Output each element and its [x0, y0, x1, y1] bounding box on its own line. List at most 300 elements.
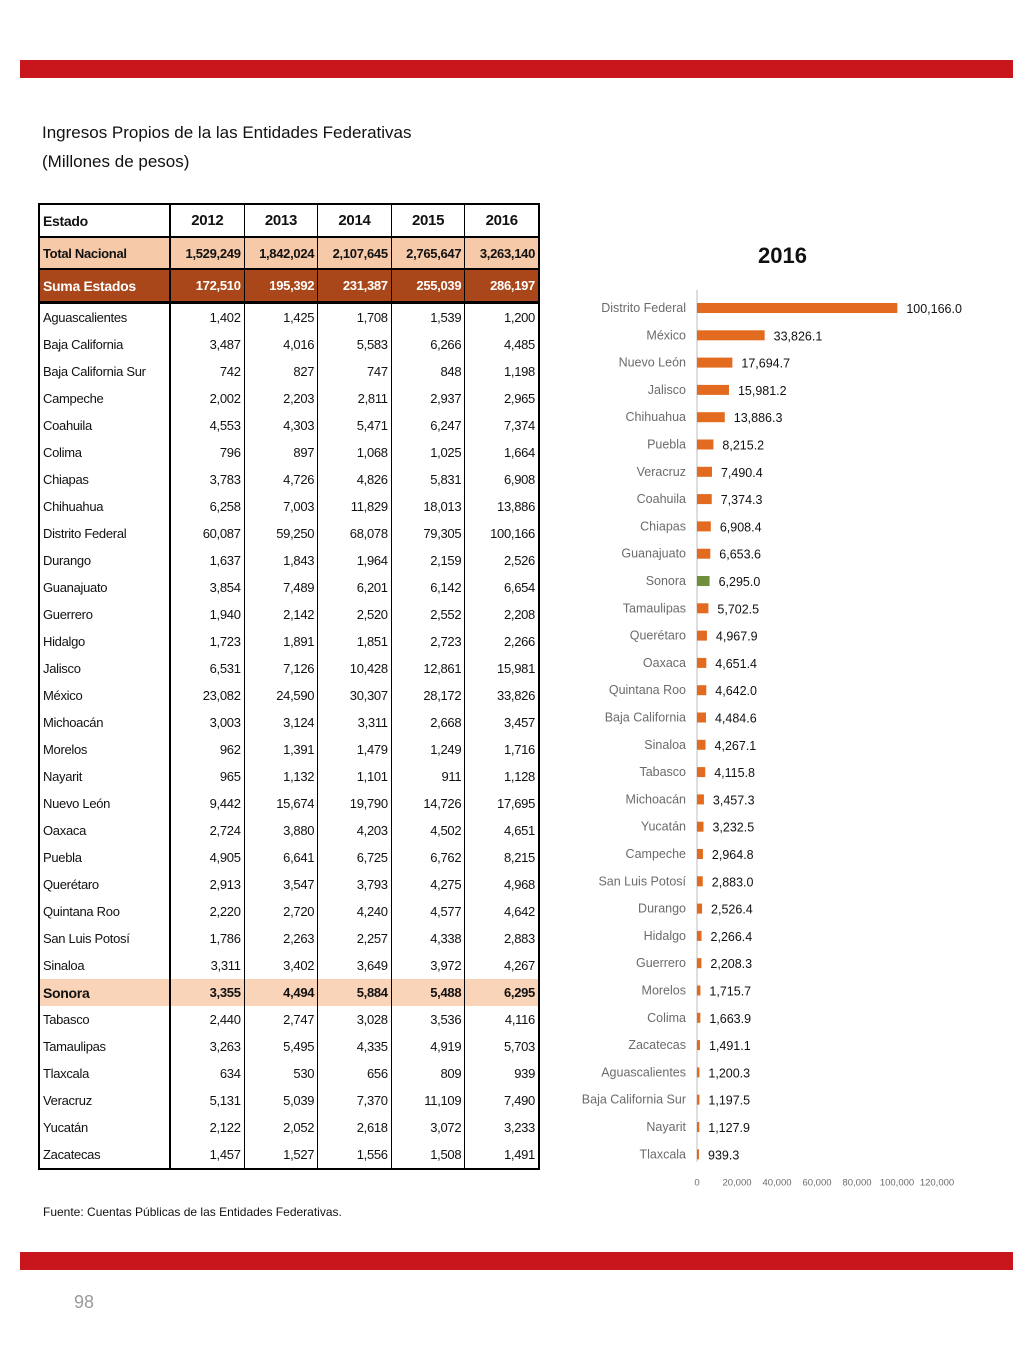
bar	[697, 603, 708, 613]
page-title	[42, 118, 411, 176]
value-cell: 1,556	[318, 1141, 392, 1169]
table-row	[39, 1060, 539, 1087]
value-cell: 28,172	[391, 682, 465, 709]
state-cell: Aguascalientes	[39, 303, 170, 332]
value-cell: 3,457	[465, 709, 539, 736]
value-cell: 1,479	[318, 736, 392, 763]
value-cell: 3,263,140	[465, 237, 539, 269]
bar	[697, 958, 701, 968]
value-cell: 6,295	[465, 979, 539, 1006]
value-cell: 2,965	[465, 385, 539, 412]
state-cell: Estado	[39, 204, 170, 237]
value-cell: 4,335	[318, 1033, 392, 1060]
value-cell: 14,726	[391, 790, 465, 817]
value-label: 2,964.8	[711, 848, 754, 862]
state-cell: Guerrero	[39, 601, 170, 628]
value-cell: 1,786	[170, 925, 244, 952]
value-cell: 17,695	[465, 790, 539, 817]
state-cell: México	[39, 682, 170, 709]
bar	[697, 904, 702, 914]
table-row	[39, 439, 539, 466]
value-cell: 2,208	[465, 601, 539, 628]
value-cell: 1,491	[465, 1141, 539, 1169]
value-cell: 3,072	[391, 1114, 465, 1141]
value-cell: 1,391	[244, 736, 318, 763]
value-cell: 4,826	[318, 466, 392, 493]
value-cell: 2,203	[244, 385, 318, 412]
category-label: Durango	[638, 901, 686, 916]
value-cell: 4,267	[465, 952, 539, 979]
value-cell: 3,536	[391, 1006, 465, 1033]
bar	[697, 658, 706, 668]
value-cell: 4,968	[465, 871, 539, 898]
value-label: 8,215.2	[722, 438, 765, 453]
value-cell: 5,131	[170, 1087, 244, 1114]
value-cell: 4,016	[244, 331, 318, 358]
bar	[697, 767, 705, 777]
value-cell: 3,793	[318, 871, 392, 898]
top-red-band	[20, 60, 1013, 78]
value-cell: 4,919	[391, 1033, 465, 1060]
value-cell: 2,107,645	[318, 237, 392, 269]
value-label: 1,491.1	[708, 1039, 751, 1054]
bar	[697, 713, 706, 723]
value-cell: 965	[170, 763, 244, 790]
value-cell: 3,124	[244, 709, 318, 736]
value-cell: 2,142	[244, 601, 318, 628]
value-cell: 1,425	[244, 303, 318, 332]
table-row	[39, 547, 539, 574]
category-label: Coahuila	[636, 492, 686, 507]
value-cell: 6,142	[391, 574, 465, 601]
category-label: Sinaloa	[644, 737, 686, 752]
state-cell: Total Nacional	[39, 237, 170, 269]
bar	[697, 467, 712, 477]
value-cell: 1,527	[244, 1141, 318, 1169]
value-cell: 3,972	[391, 952, 465, 979]
value-cell: 6,266	[391, 331, 465, 358]
value-cell: 1,457	[170, 1141, 244, 1169]
state-cell: Sonora	[39, 979, 170, 1006]
value-cell: 195,392	[244, 269, 318, 303]
state-cell: Morelos	[39, 736, 170, 763]
bar	[697, 576, 710, 586]
value-label: 4,967.9	[715, 629, 758, 644]
value-cell: 30,307	[318, 682, 392, 709]
category-label: Quintana Roo	[608, 683, 686, 698]
category-label: Nayarit	[646, 1120, 686, 1134]
value-label: 2,208.3	[710, 957, 753, 972]
value-cell: 1,843	[244, 547, 318, 574]
value-cell: 11,109	[391, 1087, 465, 1114]
value-cell: 2,720	[244, 898, 318, 925]
value-label: 6,653.6	[719, 547, 762, 562]
value-cell: 2,765,647	[391, 237, 465, 269]
bar	[697, 303, 897, 313]
category-label: Tlaxcala	[639, 1147, 686, 1162]
bar	[697, 385, 729, 395]
state-cell: Campeche	[39, 385, 170, 412]
value-cell: 742	[170, 358, 244, 385]
table-row	[39, 844, 539, 871]
value-label: 4,267.1	[714, 738, 757, 753]
bar	[697, 1149, 699, 1159]
value-cell: 2,257	[318, 925, 392, 952]
table-row	[39, 682, 539, 709]
value-cell: 7,374	[465, 412, 539, 439]
value-cell: 68,078	[318, 520, 392, 547]
table-row	[39, 1114, 539, 1141]
value-cell: 5,039	[244, 1087, 318, 1114]
value-cell: 1,539	[391, 303, 465, 332]
value-cell: 5,831	[391, 466, 465, 493]
state-cell: Tlaxcala	[39, 1060, 170, 1087]
table-row	[39, 763, 539, 790]
value-cell: 3,880	[244, 817, 318, 844]
value-label: 1,715.7	[709, 984, 752, 999]
value-cell: 1,198	[465, 358, 539, 385]
value-cell: 897	[244, 439, 318, 466]
page-number: 98	[74, 1292, 95, 1312]
value-label: 1,127.9	[708, 1121, 750, 1135]
table-row	[39, 817, 539, 844]
table-row	[39, 331, 539, 358]
value-cell: 1,529,249	[170, 237, 244, 269]
category-label: Veracruz	[636, 464, 686, 479]
value-cell: 2015	[391, 204, 465, 237]
state-cell: Tamaulipas	[39, 1033, 170, 1060]
value-cell: 2,668	[391, 709, 465, 736]
value-cell: 4,577	[391, 898, 465, 925]
value-cell: 3,783	[170, 466, 244, 493]
table-row	[39, 1141, 539, 1169]
value-cell: 24,590	[244, 682, 318, 709]
category-label: Oaxaca	[642, 655, 686, 670]
table-row	[39, 601, 539, 628]
state-cell: Zacatecas	[39, 1141, 170, 1169]
x-tick-label: 20,000	[722, 1177, 752, 1189]
value-cell: 2,552	[391, 601, 465, 628]
value-label: 4,651.4	[715, 656, 758, 671]
value-cell: 33,826	[465, 682, 539, 709]
value-cell: 100,166	[465, 520, 539, 547]
table-row	[39, 979, 539, 1006]
bar	[697, 1122, 699, 1132]
category-label: Hidalgo	[643, 928, 686, 943]
value-label: 5,702.5	[717, 602, 760, 617]
bar	[697, 794, 704, 804]
x-tick-label: 40,000	[762, 1177, 792, 1189]
state-cell: Guanajuato	[39, 574, 170, 601]
value-cell: 3,854	[170, 574, 244, 601]
category-label: Chiapas	[640, 519, 686, 534]
value-cell: 2016	[465, 204, 539, 237]
value-cell: 9,442	[170, 790, 244, 817]
value-cell: 827	[244, 358, 318, 385]
value-label: 33,826.1	[773, 329, 823, 344]
value-cell: 5,583	[318, 331, 392, 358]
value-cell: 4,275	[391, 871, 465, 898]
value-cell: 1,200	[465, 303, 539, 332]
value-cell: 4,485	[465, 331, 539, 358]
value-cell: 2,747	[244, 1006, 318, 1033]
value-cell: 79,305	[391, 520, 465, 547]
value-label: 13,886.3	[733, 411, 783, 426]
value-label: 3,457.3	[712, 793, 755, 808]
x-tick-label: 0	[694, 1177, 700, 1189]
category-label: Aguascalientes	[601, 1065, 686, 1080]
value-cell: 4,303	[244, 412, 318, 439]
value-cell: 12,861	[391, 655, 465, 682]
state-cell: Chihuahua	[39, 493, 170, 520]
value-cell: 1,128	[465, 763, 539, 790]
value-label: 6,908.4	[719, 520, 762, 535]
title-line-2: (Millones de pesos)	[42, 152, 190, 171]
value-cell: 1,508	[391, 1141, 465, 1169]
value-cell: 1,068	[318, 439, 392, 466]
value-cell: 3,311	[318, 709, 392, 736]
value-cell: 15,674	[244, 790, 318, 817]
value-label: 939.3	[708, 1148, 740, 1163]
category-label: Baja California	[604, 710, 686, 725]
value-cell: 6,531	[170, 655, 244, 682]
value-cell: 4,116	[465, 1006, 539, 1033]
value-label: 4,642.0	[715, 684, 758, 699]
value-label: 1,197.5	[708, 1093, 751, 1108]
value-cell: 939	[465, 1060, 539, 1087]
bar	[697, 440, 713, 450]
bar	[697, 412, 725, 422]
category-label: Guerrero	[635, 956, 686, 971]
value-label: 3,232.5	[712, 820, 755, 835]
value-cell: 911	[391, 763, 465, 790]
total-nacional-row	[39, 237, 539, 269]
value-cell: 5,884	[318, 979, 392, 1006]
bar	[697, 986, 700, 996]
value-cell: 2013	[244, 204, 318, 237]
value-cell: 2014	[318, 204, 392, 237]
state-cell: Chiapas	[39, 466, 170, 493]
table-row	[39, 925, 539, 952]
value-cell: 2,723	[391, 628, 465, 655]
value-cell: 656	[318, 1060, 392, 1087]
value-cell: 530	[244, 1060, 318, 1087]
table-row	[39, 1006, 539, 1033]
value-cell: 18,013	[391, 493, 465, 520]
value-cell: 7,489	[244, 574, 318, 601]
bar	[697, 876, 703, 886]
category-label: Sonora	[645, 574, 686, 588]
value-cell: 1,664	[465, 439, 539, 466]
x-tick-label: 120,000	[919, 1177, 955, 1189]
value-cell: 4,203	[318, 817, 392, 844]
table-row	[39, 709, 539, 736]
state-cell: Distrito Federal	[39, 520, 170, 547]
value-cell: 4,338	[391, 925, 465, 952]
table-row	[39, 358, 539, 385]
bar	[697, 494, 712, 504]
value-cell: 2,526	[465, 547, 539, 574]
value-label: 2,266.4	[710, 929, 753, 944]
category-label: San Luis Potosí	[598, 874, 686, 889]
category-label: Guanajuato	[621, 546, 686, 561]
value-label: 7,490.4	[720, 465, 763, 480]
value-cell: 3,547	[244, 871, 318, 898]
state-cell: Tabasco	[39, 1006, 170, 1033]
state-cell: Sinaloa	[39, 952, 170, 979]
bar	[697, 631, 707, 641]
value-cell: 3,233	[465, 1114, 539, 1141]
source-note: Fuente: Cuentas Públicas de las Entidades Federativas.	[43, 1205, 342, 1219]
value-cell: 7,003	[244, 493, 318, 520]
value-cell: 2,002	[170, 385, 244, 412]
value-cell: 3,355	[170, 979, 244, 1006]
table-header-row	[39, 204, 539, 237]
chart-title: 2016	[758, 243, 807, 268]
value-cell: 2,122	[170, 1114, 244, 1141]
bar	[697, 358, 732, 368]
value-cell: 2,724	[170, 817, 244, 844]
value-cell: 10,428	[318, 655, 392, 682]
table-row	[39, 736, 539, 763]
state-cell: Durango	[39, 547, 170, 574]
category-label: Zacatecas	[628, 1038, 686, 1053]
category-label: México	[646, 328, 686, 343]
category-label: Michoacán	[625, 792, 686, 807]
value-cell: 1,891	[244, 628, 318, 655]
table-row	[39, 574, 539, 601]
value-cell: 6,201	[318, 574, 392, 601]
value-cell: 1,716	[465, 736, 539, 763]
state-cell: Quintana Roo	[39, 898, 170, 925]
category-label: Morelos	[641, 983, 686, 998]
state-cell: Hidalgo	[39, 628, 170, 655]
value-cell: 3,028	[318, 1006, 392, 1033]
value-cell: 7,490	[465, 1087, 539, 1114]
value-cell: 1,851	[318, 628, 392, 655]
table-row	[39, 628, 539, 655]
category-label: Tamaulipas	[622, 601, 686, 616]
value-cell: 7,126	[244, 655, 318, 682]
table-row	[39, 952, 539, 979]
value-cell: 6,725	[318, 844, 392, 871]
value-cell: 634	[170, 1060, 244, 1087]
value-cell: 4,240	[318, 898, 392, 925]
value-cell: 2,883	[465, 925, 539, 952]
value-cell: 4,726	[244, 466, 318, 493]
value-cell: 172,510	[170, 269, 244, 303]
x-tick-label: 60,000	[802, 1177, 832, 1189]
value-cell: 1,025	[391, 439, 465, 466]
table-row	[39, 1033, 539, 1060]
value-cell: 19,790	[318, 790, 392, 817]
value-cell: 5,471	[318, 412, 392, 439]
state-cell: Baja California Sur	[39, 358, 170, 385]
value-cell: 1,249	[391, 736, 465, 763]
table-row	[39, 1087, 539, 1114]
value-cell: 2,520	[318, 601, 392, 628]
value-cell: 6,762	[391, 844, 465, 871]
bar	[697, 1013, 700, 1023]
table-row	[39, 303, 539, 332]
value-cell: 4,642	[465, 898, 539, 925]
value-cell: 4,494	[244, 979, 318, 1006]
value-cell: 59,250	[244, 520, 318, 547]
state-cell: Puebla	[39, 844, 170, 871]
category-label: Jalisco	[647, 382, 686, 397]
bar	[697, 685, 706, 695]
value-label: 6,295.0	[718, 575, 761, 589]
value-cell: 1,723	[170, 628, 244, 655]
value-cell: 2,263	[244, 925, 318, 952]
value-cell: 4,502	[391, 817, 465, 844]
table-row	[39, 520, 539, 547]
x-tick-label: 80,000	[842, 1177, 872, 1189]
value-cell: 3,263	[170, 1033, 244, 1060]
value-label: 7,374.3	[720, 493, 763, 508]
category-label: Tabasco	[639, 765, 686, 780]
value-cell: 3,487	[170, 331, 244, 358]
bar	[697, 1095, 699, 1105]
table-row	[39, 412, 539, 439]
value-label: 17,694.7	[741, 356, 791, 371]
state-cell: Veracruz	[39, 1087, 170, 1114]
value-cell: 1,132	[244, 763, 318, 790]
category-label: Chihuahua	[625, 410, 686, 425]
value-cell: 2,618	[318, 1114, 392, 1141]
value-cell: 1,708	[318, 303, 392, 332]
bar	[697, 822, 703, 832]
value-cell: 2,913	[170, 871, 244, 898]
state-cell: Querétaro	[39, 871, 170, 898]
state-cell: Oaxaca	[39, 817, 170, 844]
x-tick-label: 100,000	[879, 1177, 915, 1189]
value-label: 15,981.2	[737, 383, 787, 398]
bar	[697, 849, 703, 859]
value-label: 2,526.4	[711, 902, 753, 917]
value-cell: 4,553	[170, 412, 244, 439]
value-cell: 2,220	[170, 898, 244, 925]
value-cell: 8,215	[465, 844, 539, 871]
state-cell: Baja California	[39, 331, 170, 358]
value-cell: 1,940	[170, 601, 244, 628]
value-cell: 3,003	[170, 709, 244, 736]
table-row	[39, 385, 539, 412]
table-row	[39, 871, 539, 898]
value-cell: 6,258	[170, 493, 244, 520]
state-cell: Nuevo León	[39, 790, 170, 817]
value-cell: 962	[170, 736, 244, 763]
value-cell: 5,488	[391, 979, 465, 1006]
value-cell: 1,964	[318, 547, 392, 574]
value-label: 4,115.8	[714, 766, 756, 781]
value-cell: 231,387	[318, 269, 392, 303]
bar	[697, 1067, 699, 1077]
category-label: Nuevo León	[618, 355, 686, 370]
category-label: Puebla	[647, 437, 686, 452]
value-cell: 2,266	[465, 628, 539, 655]
value-label: 1,200.3	[708, 1066, 751, 1081]
value-cell: 3,649	[318, 952, 392, 979]
value-cell: 2,159	[391, 547, 465, 574]
state-cell: Coahuila	[39, 412, 170, 439]
value-cell: 255,039	[391, 269, 465, 303]
value-cell: 2,811	[318, 385, 392, 412]
value-cell: 3,311	[170, 952, 244, 979]
value-cell: 2,052	[244, 1114, 318, 1141]
bar	[697, 740, 706, 750]
value-cell: 796	[170, 439, 244, 466]
